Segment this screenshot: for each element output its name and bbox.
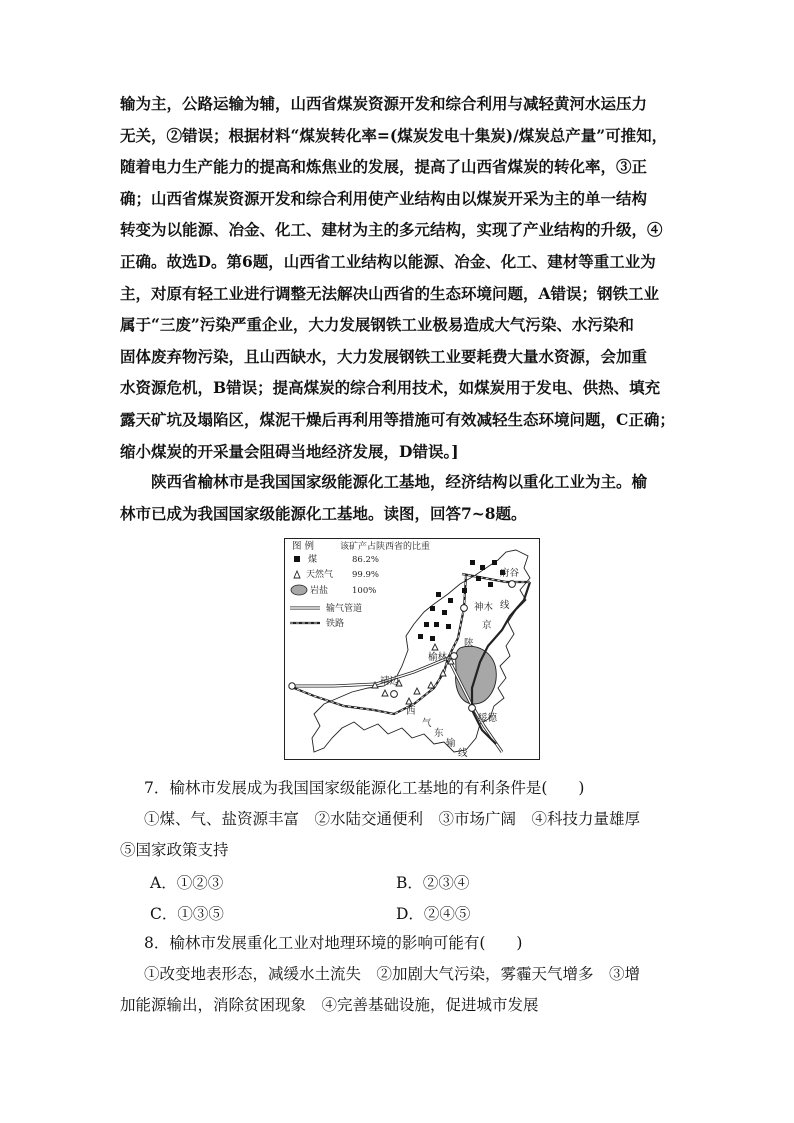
label-pipe-qi: 气	[422, 718, 432, 729]
intro-line: 陕西省榆林市是我国国家级能源化工基地，经济结构以重化工业为主。榆	[151, 472, 648, 491]
explanation-line: 固体废弃物污染，且山西缺水，大力发展钢铁工业要耗费大量水资源，会加重	[120, 346, 648, 366]
label-pipe-shu: 输	[446, 738, 456, 749]
label-jingbian: 靖边	[380, 676, 400, 687]
city-suide	[469, 705, 476, 712]
label-fugu: 府谷	[500, 568, 520, 579]
explanation-line: 水资源危机，B错误；提高煤炭的综合利用技术，如煤炭用于发电、供热、填充	[120, 378, 661, 398]
question-7	[120, 773, 680, 866]
q7-items-line: ①煤、气、盐资源丰富 ②水陆交通便利 ③市场广阔 ④科技力量雄厚	[144, 810, 641, 828]
legend-coal-name: 煤	[308, 555, 318, 565]
label-yulin: 榆林	[428, 652, 448, 663]
explanation-line: 属于“三废”污染严重企业，大力发展钢铁工业极易造成大气污染、水污染和	[120, 315, 634, 335]
q8-items-line: 加能源输出，消除贫困现象 ④完善基础设施，促进城市发展	[120, 996, 539, 1014]
coal-legend-icon	[294, 556, 300, 562]
q7-option-a[interactable]: A．①②③	[150, 874, 224, 892]
explanation-line: 输为主，公路运输为辅，山西省煤炭资源开发和综合利用与减轻黄河水运压力	[120, 94, 648, 113]
legend-gas-name: 天然气	[306, 570, 334, 580]
q7-option-b[interactable]: B．②③④	[396, 874, 470, 892]
legend-pipeline: 输气管道	[326, 604, 363, 614]
label-pipe-xi: 西	[406, 706, 416, 717]
label-rail-shan: 陕	[464, 638, 474, 649]
q8-stem: 8．榆林市发展重化工业对地理环境的影响可能有( )	[144, 934, 523, 952]
label-pipe-line: 线	[458, 748, 468, 759]
explanation-line: 转变为以能源、冶金、化工、建材为主的多元结构，实现了产业结构的升级，④	[120, 220, 663, 240]
legend-title: 图 例	[292, 541, 315, 552]
explanation-line: 无关，②错误；根据材料“煤炭转化率=(煤炭发电十集炭)/煤炭总产量”可推知，	[120, 125, 668, 145]
legend-salt-value: 100%	[352, 586, 377, 596]
explanation-line: 确；山西省煤炭资源开发和综合利用使产业结构由以煤炭开采为主的单一结构	[120, 188, 648, 208]
label-pipe-dong: 东	[434, 728, 444, 739]
legend-coal-value: 86.2%	[352, 555, 380, 565]
legend-header: 该矿产占陕西省的比重	[340, 542, 431, 552]
question-intro	[120, 466, 680, 529]
answer-explanation	[120, 88, 680, 467]
explanation-line: 露天矿坑及塌陷区，煤泥干燥后再利用等措施可有效减轻生态环境问题，C正确；	[120, 409, 675, 429]
legend-gas-value: 99.9%	[352, 570, 380, 580]
city-jingbian	[391, 691, 398, 698]
city-fugu	[509, 581, 516, 588]
legend-railway: 铁路	[326, 619, 345, 629]
q7-items-line: ⑤国家政策支持	[120, 841, 229, 859]
label-shenmu: 神木	[474, 602, 494, 613]
q7-option-c[interactable]: C．①③⑤	[150, 905, 224, 923]
q7-stem: 7．榆林市发展成为我国国家级能源化工基地的有利条件是( )	[144, 779, 585, 797]
intro-line: 林市已成为我国国家级能源化工基地。读图，回答7~8题。	[120, 503, 527, 523]
legend-salt-name: 岩盐	[310, 586, 329, 596]
yulin-map	[284, 538, 540, 760]
salt-legend-icon	[291, 585, 307, 595]
label-rail-xian: 线	[500, 600, 510, 611]
explanation-line: 正确。故选D。第6题，山西省工业结构以能源、冶金、化工、建材等重工业为	[120, 251, 656, 271]
city-shenmu	[461, 605, 468, 612]
q8-items-line: ①改变地表形态，减缓水土流失 ②加剧大气污染，雾霾天气增多 ③增	[144, 965, 641, 983]
city-west-end	[289, 683, 295, 689]
explanation-line: 主，对原有轻工业进行调整无法解决山西省的生态环境问题，A错误；钢铁工业	[120, 283, 660, 303]
question-8	[120, 928, 680, 1021]
label-suide: 绥德	[478, 713, 498, 724]
explanation-line: 随着电力生产能力的提高和炼焦业的发展，提高了山西省煤炭的转化率，③正	[120, 157, 648, 177]
explanation-line: 缩小煤炭的开采量会阻碍当地经济发展，D错误。]	[120, 441, 459, 461]
label-rail-jing: 京	[482, 620, 492, 631]
q7-option-d[interactable]: D．②④⑤	[396, 905, 471, 923]
